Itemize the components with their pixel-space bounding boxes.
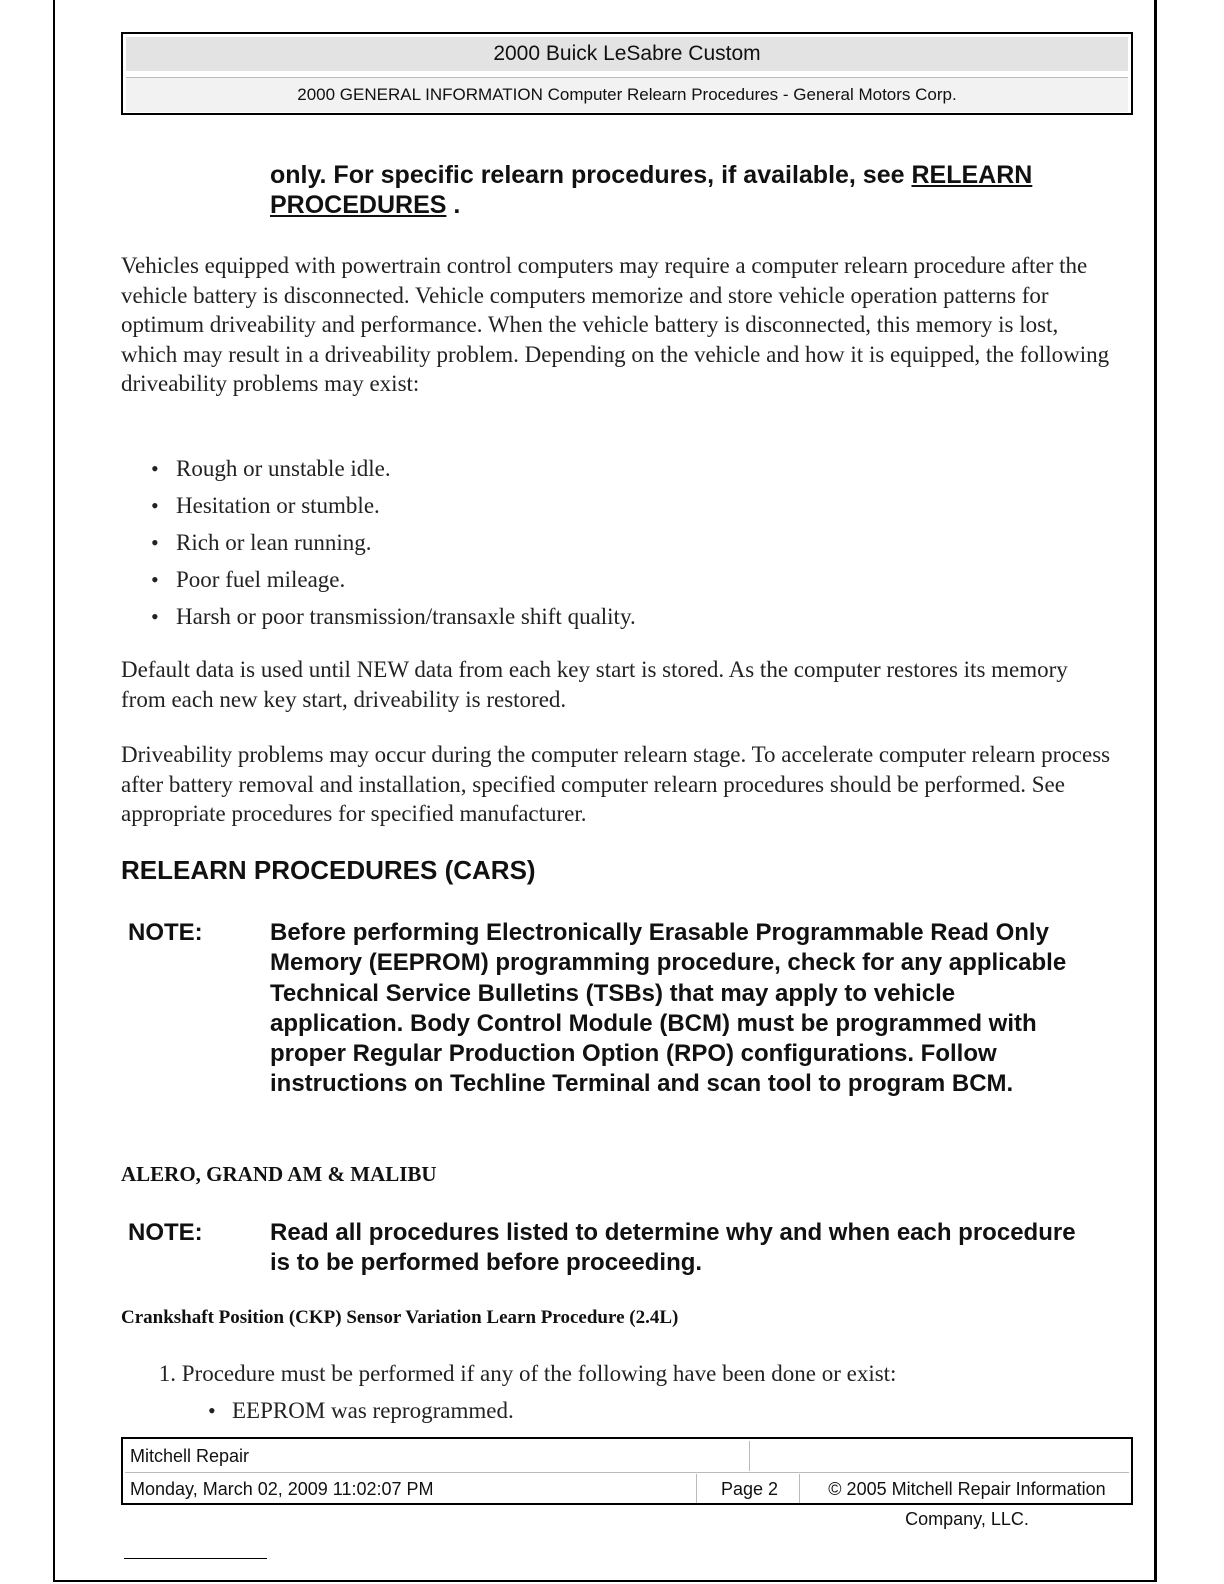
header-subtitle: 2000 GENERAL INFORMATION Computer Relearn Procedures - General Motors Corp. [126, 77, 1128, 112]
problem-list [121, 450, 636, 635]
paragraph-default-data: Default data is used until NEW data from each key start is stored. As the computer restores its memory from each new key start, driveability is restored. [121, 657, 1068, 712]
paragraph-intro: Vehicles equipped with powertrain control computers may require a computer relearn procedure after the vehicle battery is disconnected. Vehicle computers memorize and store vehicle operation patterns for optimum driveability and performance. When the vehicle battery is disconnected, this memory is lost, which may result in a driveability problem. Depending on the vehicle and how it is equipped, the following driveability problems may exist: [121, 253, 1110, 396]
intro-note-end: . [446, 191, 461, 219]
note-label: NOTE: [128, 1219, 203, 1246]
note-text-read-all: Read all procedures listed to determine why and when each procedure is to be performed before proceeding. [270, 1219, 1076, 1277]
list-item: • EEPROM was reprogrammed. [121, 1392, 896, 1429]
intro-note-text: only. For specific relearn procedures, if available, see [270, 161, 912, 189]
section-heading: RELEARN PROCEDURES (CARS) [121, 855, 536, 885]
footer-copyright: © 2005 Mitchell Repair Information Company, LLC. [828, 1479, 1106, 1529]
procedure-steps [121, 1355, 896, 1429]
footer-publisher: Mitchell Repair [125, 1441, 750, 1471]
footer-empty-cell [753, 1441, 1129, 1471]
footer-date: Monday, March 02, 2009 11:02:07 PM [125, 1474, 697, 1503]
list-item: • Hesitation or stumble. [121, 487, 636, 524]
paragraph-driveability: Driveability problems may occur during the computer relearn stage. To accelerate computer relearn process after battery removal and installation, specified computer relearn procedures should be performed. See appropriate procedures for specified manufacturer. [121, 742, 1111, 826]
footnote-rule [124, 1558, 267, 1559]
step-item [121, 1355, 896, 1429]
relearn-procedures-link[interactable]: RELEARN PROCEDURES [270, 161, 1033, 219]
subheading-procedure: Crankshaft Position (CKP) Sensor Variation Learn Procedure (2.4L) [121, 1307, 679, 1328]
subheading-models: ALERO, GRAND AM & MALIBU [121, 1162, 437, 1186]
note-text-eeprom: Before performing Electronically Erasable Programmable Read Only Memory (EEPROM) programming procedure, check for any applicable Technical Service Bulletins (TSBs) that may apply to vehicle application. Body Control Module (BCM) must be programmed with proper Regular Production Option (RPO) configurations. Follow instructions on Techline Terminal and scan tool to program BCM. [270, 919, 1067, 1098]
step-sub-list [121, 1392, 896, 1429]
footer-divider [125, 1472, 1129, 1473]
list-item: • Rough or unstable idle. [121, 450, 636, 487]
step-number: 1. [158, 1361, 176, 1386]
list-item: • Poor fuel mileage. [121, 561, 636, 598]
note-label: NOTE: [128, 919, 203, 946]
footer-page-number: Page 2 [700, 1474, 800, 1503]
step-text: Procedure must be performed if any of the following have been done or exist: [181, 1361, 897, 1386]
list-item: • Harsh or poor transmission/transaxle shift quality. [121, 598, 636, 635]
list-item: • Rich or lean running. [121, 524, 636, 561]
document-footer [121, 1437, 1133, 1529]
intro-note [270, 160, 1100, 220]
header-title: 2000 Buick LeSabre Custom [126, 37, 1128, 71]
document-header [121, 32, 1133, 115]
